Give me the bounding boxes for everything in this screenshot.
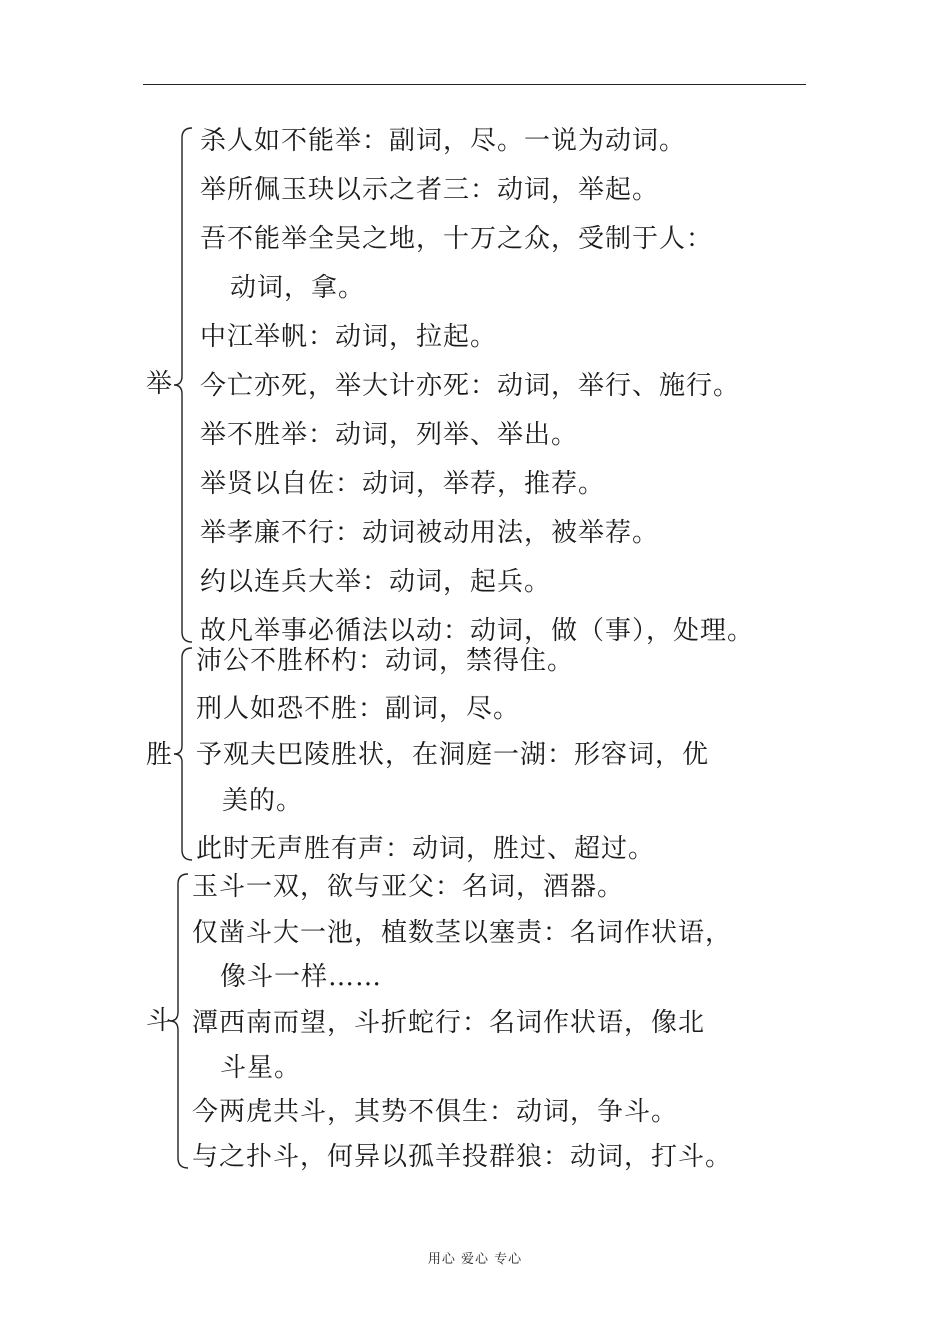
entry-line-continued: 斗星。 — [220, 1053, 302, 1083]
entry-line-continued: 像斗一样…… — [220, 962, 383, 992]
entry-line: 故凡举事必循法以动：动词，做（事），处理。 — [200, 616, 755, 646]
entry-line: 举孝廉不行：动词被动用法，被举荐。 — [200, 518, 660, 548]
entry-line: 玉斗一双，欲与亚父：名词，酒器。 — [192, 872, 625, 902]
page-footer: 用心 爱心 专心 — [427, 1252, 523, 1267]
entry-line: 沛公不胜杯杓：动词，禁得住。 — [196, 646, 575, 676]
top-rule — [143, 84, 806, 85]
entry-line: 中江举帆：动词，拉起。 — [200, 322, 498, 352]
entry-line: 仅凿斗大一池，植数茎以塞责：名词作状语， — [192, 918, 733, 948]
brace — [172, 126, 196, 644]
headword: 斗 — [146, 1006, 173, 1036]
entry-line: 杀人如不能举：副词，尽。一说为动词。 — [200, 126, 687, 156]
entry-line: 约以连兵大举：动词，起兵。 — [200, 567, 552, 597]
entry-line: 刑人如恐不胜：副词，尽。 — [196, 694, 521, 724]
entry-line: 予观夫巴陵胜状，在洞庭一湖：形容词，优 — [196, 740, 710, 770]
entry-line: 与之扑斗，何异以孤羊投群狼：动词，打斗。 — [192, 1142, 733, 1172]
brace — [172, 646, 196, 862]
entry-line: 举所佩玉玦以示之者三：动词，举起。 — [200, 175, 660, 205]
entry-line: 举贤以自佐：动词，举荐，推荐。 — [200, 469, 606, 499]
headword: 举 — [146, 369, 173, 399]
headword: 胜 — [146, 740, 173, 770]
entry-line-continued: 动词，拿。 — [230, 273, 366, 303]
entry-line: 今亡亦死，举大计亦死：动词，举行、施行。 — [200, 371, 741, 401]
entry-line: 今两虎共斗，其势不俱生：动词，争斗。 — [192, 1097, 679, 1127]
entry-line: 此时无声胜有声：动词，胜过、超过。 — [196, 834, 656, 864]
entry-line-continued: 美的。 — [222, 786, 304, 816]
entry-line: 潭西南而望，斗折蛇行：名词作状语，像北 — [192, 1008, 706, 1038]
brace — [168, 872, 192, 1170]
entry-line: 吾不能举全吴之地，十万之众，受制于人： — [200, 224, 714, 254]
entry-line: 举不胜举：动词，列举、举出。 — [200, 420, 579, 450]
